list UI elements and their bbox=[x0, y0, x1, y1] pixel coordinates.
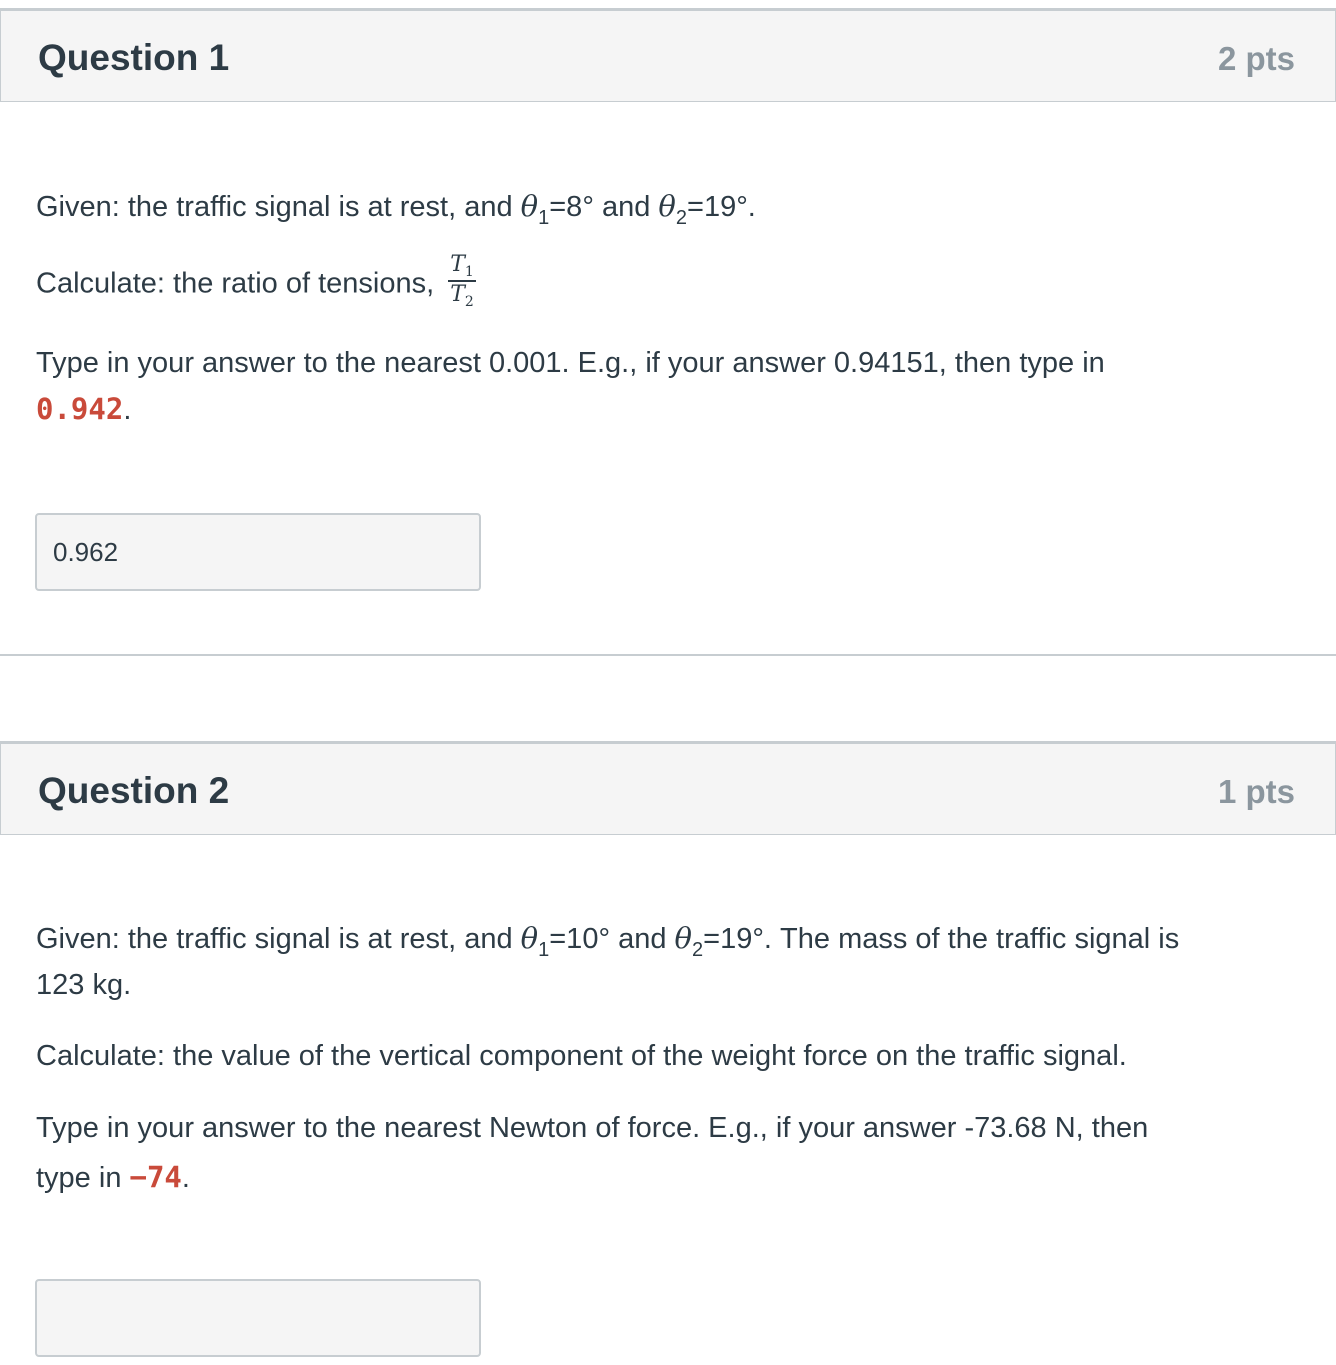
question-points: 1 pts bbox=[1217, 773, 1295, 810]
numerator-subscript: 1 bbox=[464, 264, 474, 280]
denominator-symbol: T bbox=[450, 282, 465, 307]
answer-input[interactable] bbox=[35, 1279, 481, 1357]
theta2-value: =19°. bbox=[687, 191, 756, 223]
question-2 bbox=[0, 741, 1336, 1194]
given-text bbox=[36, 921, 1180, 961]
example-suffix: . bbox=[123, 394, 132, 426]
instruction-line-1: Type in your answer to the nearest Newton of force. E.g., if your answer -73.68 N, then bbox=[36, 1112, 1149, 1144]
theta-symbol: θ bbox=[520, 921, 539, 955]
theta1-value: =8° bbox=[549, 191, 594, 223]
answer-input[interactable] bbox=[35, 513, 481, 591]
calculate-label: Calculate: the ratio of tensions, bbox=[36, 267, 435, 300]
given-suffix: The mass of the traffic signal is bbox=[772, 923, 1180, 955]
question-divider bbox=[0, 654, 1336, 656]
theta2-subscript: 2 bbox=[692, 939, 704, 961]
fraction-numerator bbox=[448, 254, 476, 282]
question-header bbox=[0, 741, 1336, 835]
theta2 bbox=[658, 189, 688, 229]
denominator-subscript: 2 bbox=[464, 294, 474, 310]
question-1 bbox=[0, 8, 1336, 426]
instruction-prefix: type in bbox=[36, 1162, 130, 1194]
numerator-symbol: T bbox=[450, 252, 465, 277]
instruction-line-2 bbox=[36, 392, 131, 427]
calculate-text: Calculate: the value of the vertical component of the weight force on the traffic signal. bbox=[36, 1040, 1127, 1072]
theta1-value: =10° bbox=[549, 923, 611, 955]
question-title: Question 1 bbox=[38, 37, 230, 78]
theta1 bbox=[520, 189, 550, 229]
question-header bbox=[0, 8, 1336, 102]
question-points: 2 pts bbox=[1217, 40, 1295, 77]
instruction-line-2 bbox=[36, 1160, 190, 1195]
fraction-denominator bbox=[448, 282, 476, 308]
given-prefix: Given: the traffic signal is at rest, and bbox=[36, 923, 521, 955]
and-text: and bbox=[593, 191, 659, 223]
question-title: Question 2 bbox=[38, 770, 230, 811]
calculate-text bbox=[36, 252, 476, 312]
theta1-subscript: 1 bbox=[538, 939, 550, 961]
example-answer: 0.942 bbox=[36, 392, 124, 426]
given-prefix: Given: the traffic signal is at rest, and bbox=[36, 191, 521, 223]
and-text: and bbox=[610, 923, 675, 955]
instruction-line-1: Type in your answer to the nearest 0.001. E.g., if your answer 0.94151, then type in bbox=[36, 347, 1105, 379]
theta2-subscript: 2 bbox=[675, 207, 688, 229]
tension-ratio-fraction bbox=[448, 254, 476, 308]
theta2 bbox=[674, 921, 704, 961]
theta-symbol: θ bbox=[658, 189, 676, 223]
theta-symbol: θ bbox=[520, 189, 539, 223]
theta1-subscript: 1 bbox=[538, 207, 550, 229]
example-suffix: . bbox=[181, 1162, 190, 1194]
example-answer: −74 bbox=[129, 1160, 182, 1194]
theta2-value: =19°. bbox=[703, 923, 772, 955]
given-line-2: 123 kg. bbox=[36, 969, 132, 1001]
given-text bbox=[36, 189, 756, 229]
theta1 bbox=[520, 921, 550, 961]
theta-symbol: θ bbox=[674, 921, 693, 955]
